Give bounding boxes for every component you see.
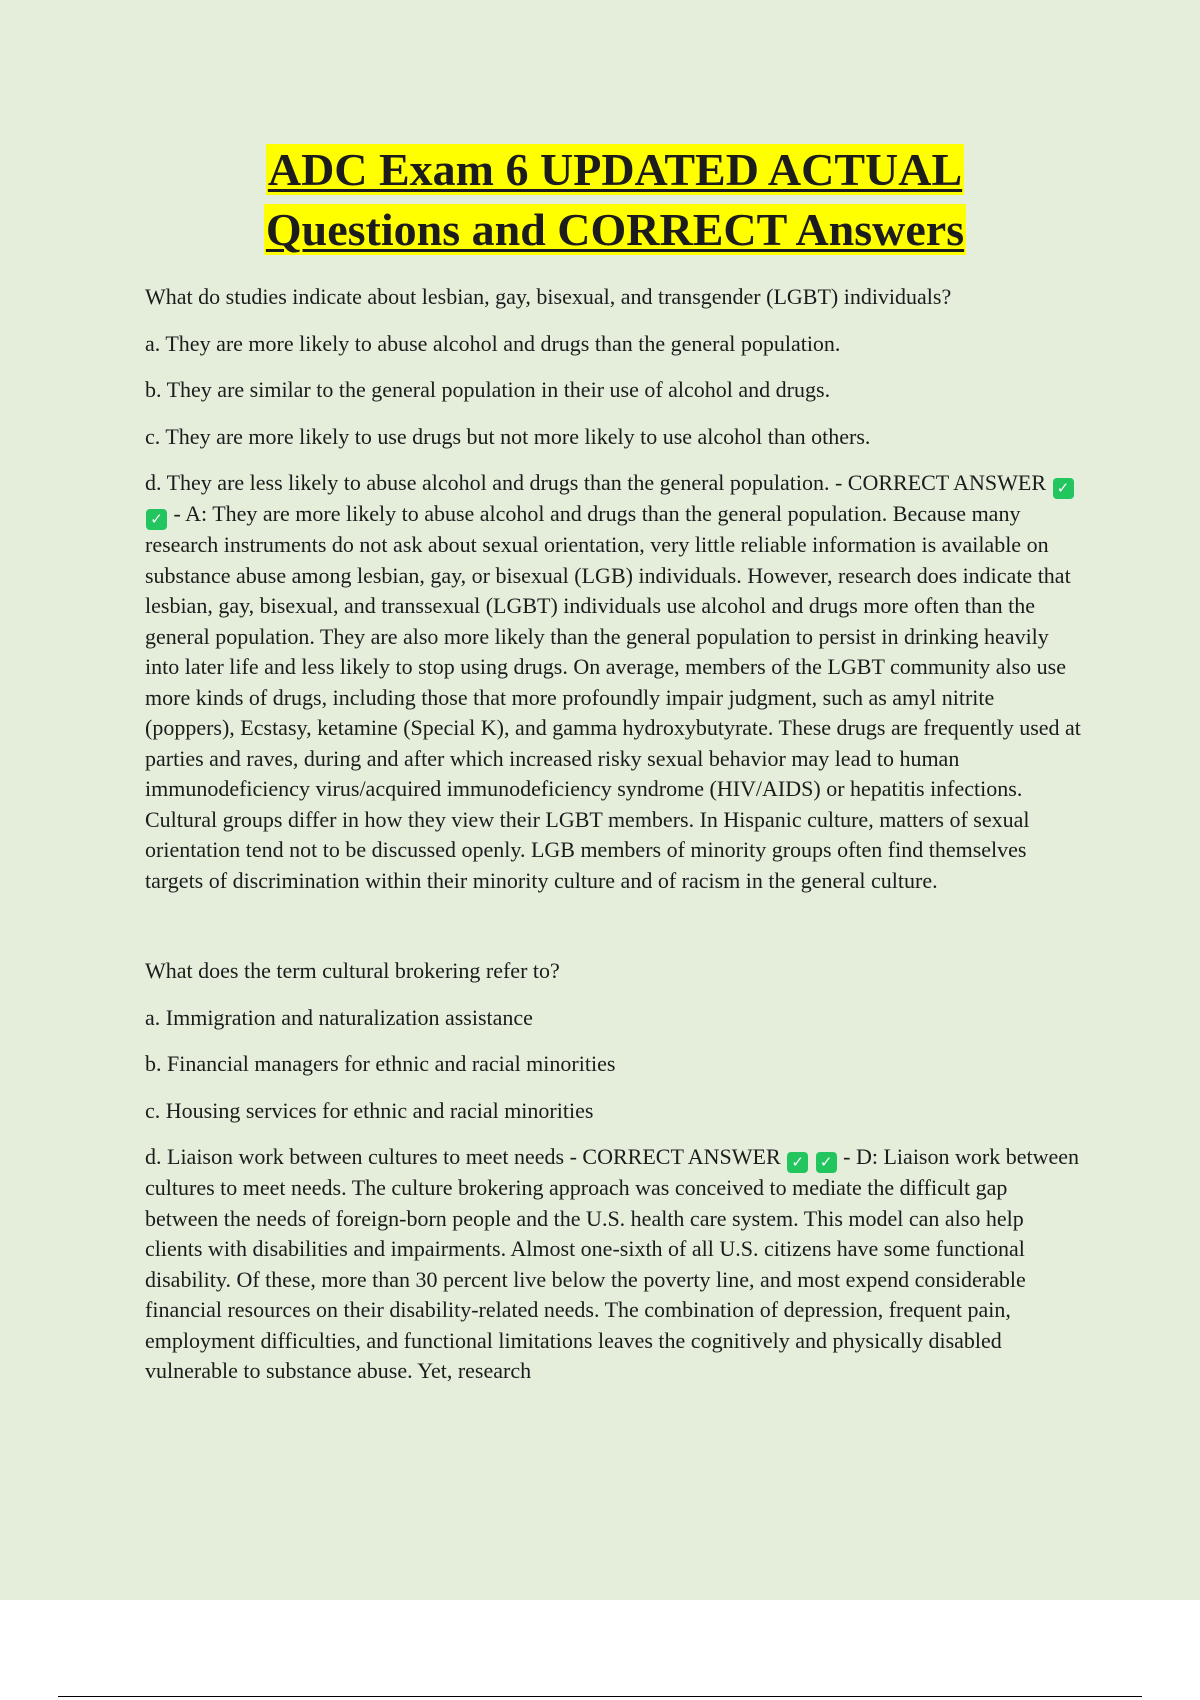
- spacer: [145, 896, 1085, 956]
- check-mark-icon: ✓: [816, 1152, 837, 1173]
- option-b: b. Financial managers for ethnic and racial minorities: [145, 1051, 616, 1076]
- option-a: a. Immigration and naturalization assistance: [145, 1004, 533, 1030]
- option-c: c. They are more likely to use drugs but not more likely to use alcohol than others.: [145, 423, 871, 449]
- answer-explanation: [145, 1142, 1085, 1387]
- question-block-1: [145, 282, 1085, 896]
- document-content: [145, 140, 1085, 1387]
- check-mark-icon: ✓: [787, 1152, 808, 1173]
- title-line-1: ADC Exam 6 UPDATED ACTUAL: [267, 144, 963, 195]
- option-b: b. They are similar to the general population in their use of alcohol and drugs.: [145, 377, 831, 402]
- document-title: [145, 140, 1085, 260]
- question-text: What do studies indicate about lesbian, gay, bisexual, and transgender (LGBT) individuals?: [145, 284, 952, 309]
- question-text: What does the term cultural brokering refer to?: [145, 958, 560, 983]
- option-a: a. They are more likely to abuse alcohol and drugs than the general population.: [145, 330, 841, 356]
- check-mark-icon: ✓: [1053, 478, 1074, 499]
- question-block-2: [145, 956, 1085, 1387]
- answer-explanation: [145, 468, 1085, 896]
- answer-body: - D: Liaison work between cultures to meet needs. The culture brokering approach was conceived to mediate the difficult gap between the needs of foreign-born people and the U.S. health care system. This model can also help clients with disabilities and impairments. Almost one-sixth of all U.S. citizens have some functional disability. Of these, more than 30 percent live below the poverty line, and most expend considerable financial resources on their disability-related needs. The combination of depression, frequent pain, employment difficulties, and functional limitations leaves the cognitively and physically disabled vulnerable to substance abuse. Yet, research: [145, 1144, 1079, 1383]
- bottom-divider: [58, 1696, 1142, 1697]
- answer-option-d: d. Liaison work between cultures to meet needs - CORRECT ANSWER: [145, 1144, 781, 1169]
- answer-body: - A: They are more likely to abuse alcohol and drugs than the general population. Because many research instruments do not ask about sexual orientation, very little reliable information is available on substance abuse among lesbian, gay, or bisexual (LGB) individuals. However, research does indicate that lesbian, gay, bisexual, and transsexual (LGBT) individuals use alcohol and drugs more often than the general population. They are also more likely than the general population to persist in drinking heavily into later life and less likely to stop using drugs. On average, members of the LGBT community also use more kinds of drugs, including those that more profoundly impair judgment, such as amyl nitrite (poppers), Ecstasy, ketamine (Special K), and gamma hydroxybutyrate. These drugs are frequently used at parties and raves, during and after which increased risky sexual behavior may lead to human immunodeficiency virus/acquired immunodeficiency syndrome (HIV/AIDS) or hepatitis infections. Cultural groups differ in how they view their LGBT members. In Hispanic culture, matters of sexual orientation tend not to be discussed openly. LGB members of minority groups often find themselves targets of discrimination within their minority culture and of racism in the general culture.: [145, 501, 1081, 893]
- answer-option-d: d. They are less likely to abuse alcohol and drugs than the general population. - CORRECT ANSWER: [145, 470, 1047, 495]
- title-line-2: Questions and CORRECT Answers: [265, 204, 965, 255]
- check-mark-icon: ✓: [146, 509, 167, 530]
- option-c: c. Housing services for ethnic and racial minorities: [145, 1097, 594, 1123]
